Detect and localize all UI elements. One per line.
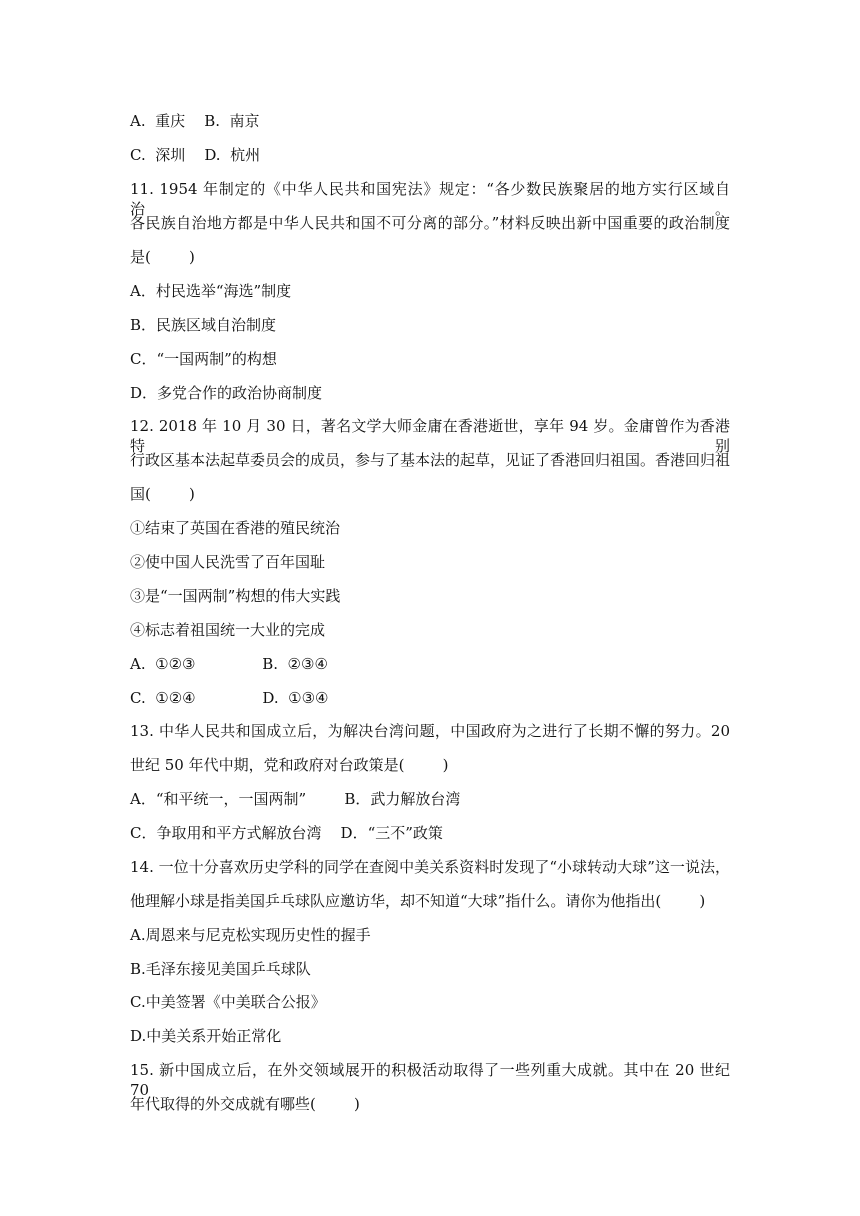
q12-statement-2: ②使中国人民洗雪了百年国耻	[130, 553, 326, 571]
q10-options-ab: A. 重庆 B. 南京	[130, 112, 260, 130]
q14-option-d: D.中美关系开始正常化	[130, 1027, 282, 1045]
q12-stem-line1: 12. 2018 年 10 月 30 日，著名文学大师金庸在香港逝世，享年 94 岁。金庸曾作为香港特别	[130, 417, 730, 455]
q14-option-c: C.中美签署《中美联合公报》	[130, 993, 326, 1011]
q12-statement-4: ④标志着祖国统一大业的完成	[130, 621, 326, 639]
q12-options-cd: C. ①②④ D. ①③④	[130, 689, 329, 707]
q14-stem-line2: 他理解小球是指美国乒乓球队应邀访华，却不知道“大球”指什么。请你为他指出( )	[130, 892, 706, 910]
q15-stem-line1: 15. 新中国成立后，在外交领域展开的积极活动取得了一些列重大成就。其中在 20 世纪 70	[130, 1061, 730, 1099]
q11-stem-line2: 各民族自治地方都是中华人民共和国不可分离的部分。”材料反映出新中国重要的政治制度	[130, 214, 730, 232]
q11-stem-line1: 11. 1954 年制定的《中华人民共和国宪法》规定：“各少数民族聚居的地方实行区域自治。	[130, 180, 730, 218]
q15-stem-line2: 年代取得的外交成就有哪些( )	[130, 1095, 360, 1113]
q14-stem-line1: 14. 一位十分喜欢历史学科的同学在查阅中美关系资料时发现了“小球转动大球”这一说法，	[130, 858, 730, 876]
q11-stem-line3: 是( )	[130, 248, 195, 266]
q11-option-c: C．“一国两制”的构想	[130, 350, 277, 368]
q11-option-d: D．多党合作的政治协商制度	[130, 384, 323, 402]
q11-option-b: B．民族区域自治制度	[130, 316, 277, 334]
q12-stem-line3: 国( )	[130, 485, 195, 503]
q10-options-cd: C. 深圳 D. 杭州	[130, 146, 261, 164]
q12-statement-3: ③是“一国两制”构想的伟大实践	[130, 587, 341, 605]
q13-options-cd: C．争取用和平方式解放台湾 D．“三不”政策	[130, 824, 443, 842]
q13-stem-line1: 13. 中华人民共和国成立后，为解决台湾问题，中国政府为之进行了长期不懈的努力。20	[130, 722, 730, 740]
q12-statement-1: ①结束了英国在香港的殖民统治	[130, 519, 341, 537]
q14-option-a: A.周恩来与尼克松实现历史性的握手	[130, 926, 371, 944]
q13-stem-line2: 世纪 50 年代中期，党和政府对台政策是( )	[130, 756, 449, 774]
q12-stem-line2: 行政区基本法起草委员会的成员，参与了基本法的起草，见证了香港回归祖国。香港回归祖	[130, 451, 731, 469]
q13-options-ab: A．“和平统一，一国两制” B．武力解放台湾	[130, 790, 461, 808]
q12-options-ab: A. ①②③ B. ②③④	[130, 655, 328, 673]
q14-option-b: B.毛泽东接见美国乒乓球队	[130, 960, 311, 978]
q11-option-a: A．村民选举“海选”制度	[130, 282, 292, 300]
